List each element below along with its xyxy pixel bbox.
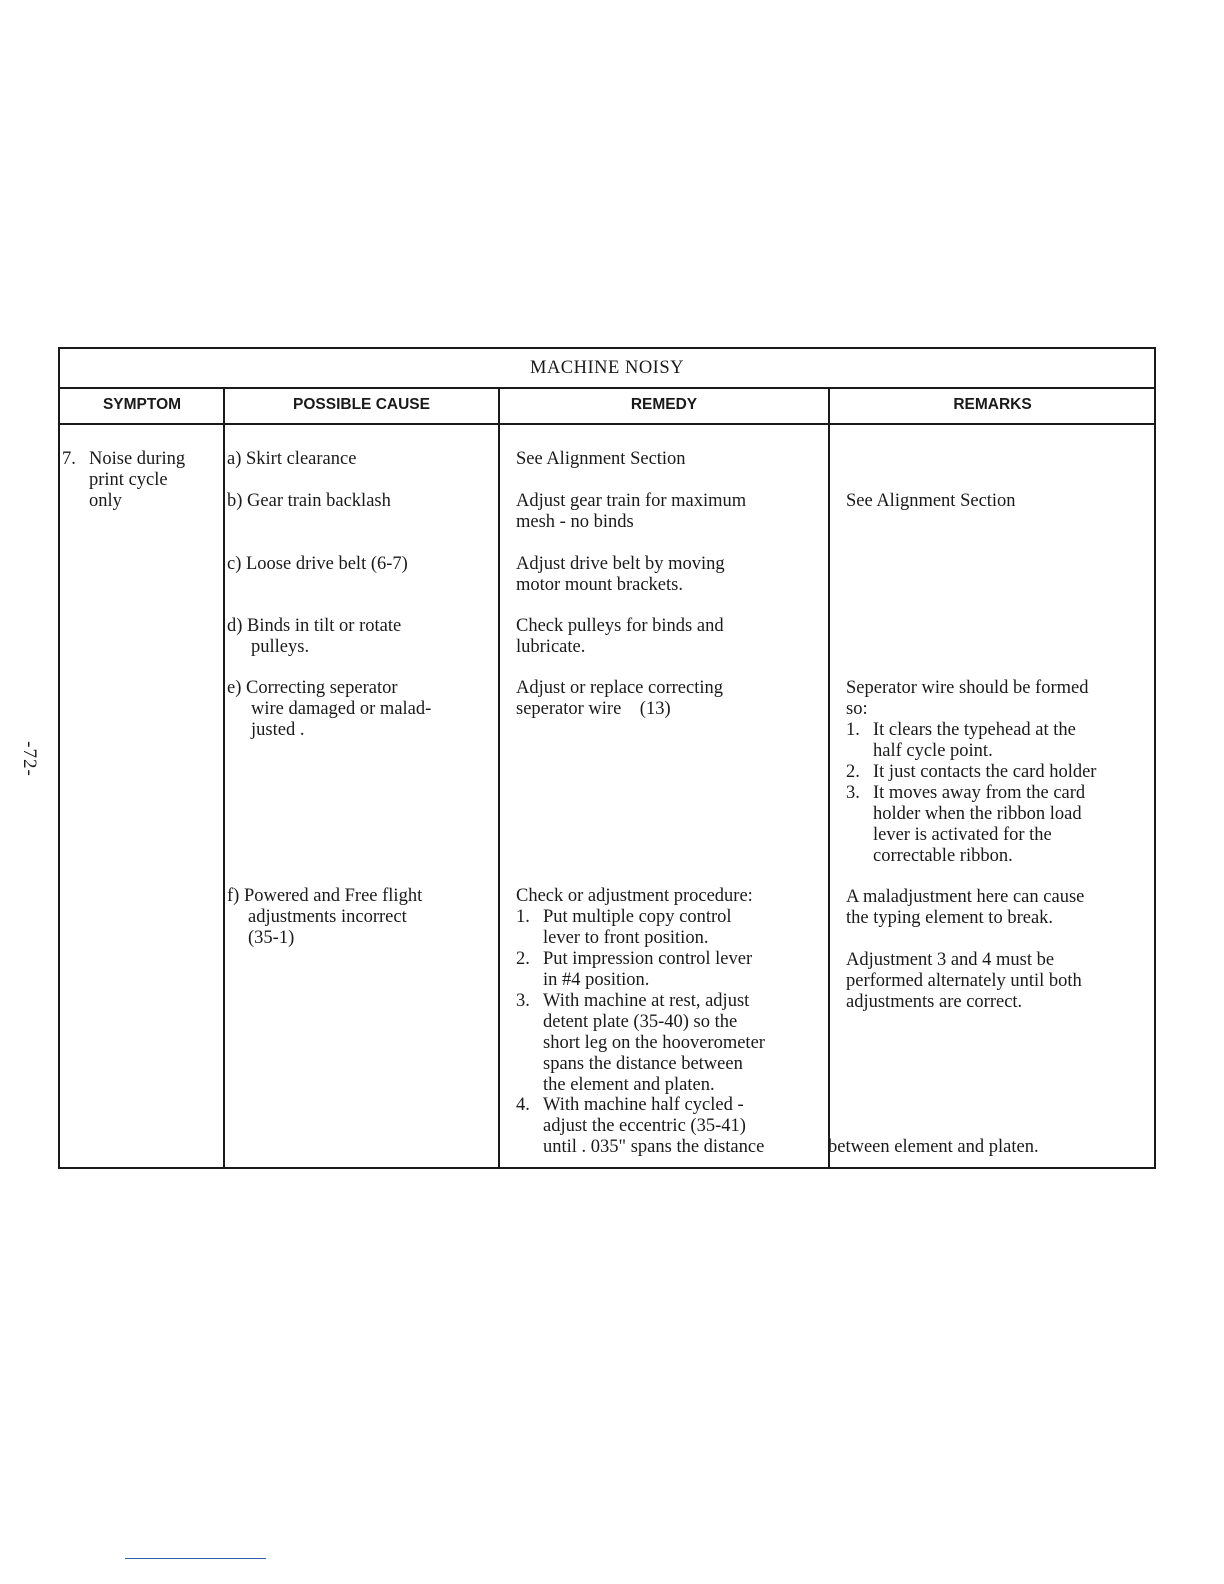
cause-c: c) Loose drive belt (6-7) [227, 554, 408, 574]
remedy-step-line: spans the distance between [543, 1054, 743, 1074]
header-possible-cause: POSSIBLE CAUSE [293, 396, 430, 413]
remedy-step-line: detent plate (35-40) so the [543, 1012, 738, 1032]
remedy-step-line: With machine half cycled - [543, 1095, 744, 1115]
remark-step-number: 3. [846, 783, 860, 803]
cause-f: f) Powered and Free flight [227, 886, 423, 906]
remedy-step-number: 2. [516, 949, 530, 969]
remedy-step-number: 4. [516, 1095, 530, 1115]
remedy-step-line: Put multiple copy control [543, 907, 732, 927]
remedy-b: Adjust gear train for maximum [516, 491, 747, 511]
cause-e-line: wire damaged or malad- [251, 699, 432, 719]
remedy-a: See Alignment Section [516, 449, 686, 469]
header-remarks: REMARKS [953, 396, 1032, 413]
remedy-step-line: lever to front position. [543, 928, 709, 948]
cause-e: e) Correcting seperator [227, 678, 398, 698]
remark-e-intro: so: [846, 699, 868, 719]
remark-step-line: It moves away from the card [873, 783, 1086, 803]
remedy-step-line: in #4 position. [543, 970, 650, 990]
remark-b: See Alignment Section [846, 491, 1016, 511]
symptom-text-line: only [89, 491, 122, 511]
header-symptom: SYMPTOM [102, 396, 182, 413]
remedy-step-line: With machine at rest, adjust [543, 991, 750, 1011]
remedy-c: Adjust drive belt by moving [516, 554, 725, 574]
remark-step-number: 2. [846, 762, 860, 782]
remedy-step-line: Put impression control lever [543, 949, 753, 969]
remark-step-line: holder when the ribbon load [873, 804, 1082, 824]
remedy-e: Adjust or replace correcting [516, 678, 724, 698]
page-number: -72- [18, 741, 40, 777]
remedy-step-line: short leg on the hooverometer [543, 1033, 765, 1053]
cause-d-line: pulleys. [251, 637, 310, 657]
remark-step-line: It clears the typehead at the [873, 720, 1076, 740]
remedy-overflow-text: between element and platen. [828, 1137, 1039, 1157]
footer-rule [125, 1558, 266, 1559]
column-divider [498, 387, 500, 1167]
cause-e-line: justed . [251, 720, 305, 740]
remark-f-line: performed alternately until both [846, 971, 1082, 991]
remedy-b-line: mesh - no binds [516, 512, 634, 532]
remark-f-line: the typing element to break. [846, 908, 1054, 928]
remark-step-line: It just contacts the card holder [873, 762, 1097, 782]
remedy-f-intro: Check or adjustment procedure: [516, 886, 753, 906]
remedy-e-line: seperator wire (13) [516, 699, 671, 719]
remark-step-line: correctable ribbon. [873, 846, 1013, 866]
remark-f-line: Adjustment 3 and 4 must be [846, 950, 1055, 970]
header-remedy: REMEDY [630, 396, 698, 413]
remedy-step-line: adjust the eccentric (35-41) [543, 1116, 746, 1136]
table-title: MACHINE NOISY [60, 349, 1154, 389]
symptom-text-line: print cycle [89, 470, 168, 490]
cause-b: b) Gear train backlash [227, 491, 391, 511]
cause-f-line: adjustments incorrect [248, 907, 407, 927]
remedy-step-line: until . 035" spans the distance [543, 1137, 765, 1157]
column-divider [223, 387, 225, 1167]
remark-step-number: 1. [846, 720, 860, 740]
remedy-d-line: lubricate. [516, 637, 586, 657]
remark-e-intro: Seperator wire should be formed [846, 678, 1089, 698]
remark-f-line: A maladjustment here can cause [846, 887, 1085, 907]
symptom-number: 7. [62, 449, 76, 469]
remark-f-line: adjustments are correct. [846, 992, 1023, 1012]
remedy-c-line: motor mount brackets. [516, 575, 683, 595]
column-divider [828, 387, 830, 1167]
remedy-step-line: the element and platen. [543, 1075, 715, 1095]
remark-step-line: half cycle point. [873, 741, 993, 761]
cause-f-line: (35-1) [248, 928, 295, 948]
cause-d: d) Binds in tilt or rotate [227, 616, 402, 636]
remedy-step-number: 3. [516, 991, 530, 1011]
cause-a: a) Skirt clearance [227, 449, 357, 469]
symptom-text-line: Noise during [89, 449, 186, 469]
remark-step-line: lever is activated for the [873, 825, 1052, 845]
remedy-d: Check pulleys for binds and [516, 616, 724, 636]
remedy-step-number: 1. [516, 907, 530, 927]
